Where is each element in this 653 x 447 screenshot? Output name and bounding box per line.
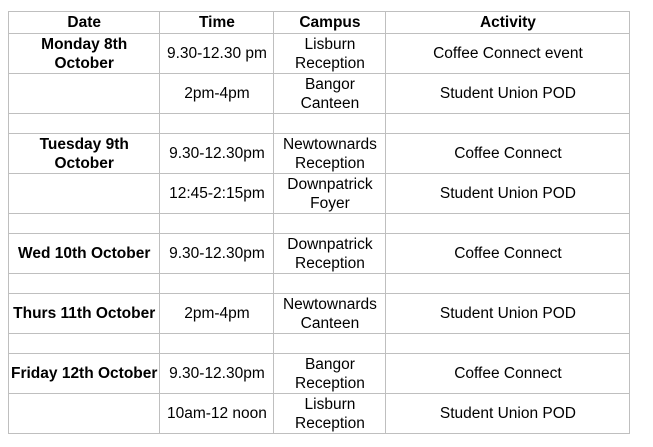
empty-cell [274,214,386,234]
date-line: Friday 12th October [11,365,158,382]
campus-cell [274,354,386,394]
header-row [9,12,630,34]
empty-cell [160,274,274,294]
header-date: Date [9,12,160,34]
schedule-sheet [8,11,630,434]
header-campus: Campus [274,12,386,34]
time-cell: 9.30-12.30pm [160,234,274,274]
header-time: Time [160,12,274,34]
table-row [9,174,630,214]
campus-line: Bangor [304,75,355,93]
campus-cell [274,34,386,74]
campus-line: Reception [295,374,365,392]
table-row [9,134,630,174]
table-row [9,234,630,274]
campus-line: Canteen [300,314,360,332]
date-cell [9,294,160,334]
date-line: October [54,54,114,72]
date-cell [9,394,160,434]
campus-line: Reception [295,54,365,72]
activity-cell: Coffee Connect [386,354,630,394]
empty-cell [160,214,274,234]
campus-line: Reception [295,154,365,172]
table-row [9,394,630,434]
empty-cell [386,214,630,234]
table-row [9,294,630,334]
campus-line: Downpatrick [287,175,373,193]
campus-line: Reception [295,414,365,432]
campus-line: Lisburn [304,35,356,53]
campus-line: Newtownards [282,295,377,313]
campus-cell [274,234,386,274]
campus-cell [274,134,386,174]
spacer-row [9,114,630,134]
date-cell [9,354,160,394]
time-cell: 10am-12 noon [160,394,274,434]
empty-cell [386,334,630,354]
date-line: Wed 10th October [18,245,151,262]
campus-line: Reception [295,254,365,272]
activity-cell: Student Union POD [386,294,630,334]
campus-cell [274,174,386,214]
schedule-body [9,34,630,434]
date-cell [9,74,160,114]
time-cell: 12:45-2:15pm [160,174,274,214]
empty-cell [274,334,386,354]
campus-cell [274,394,386,434]
empty-cell [274,274,386,294]
activity-cell: Coffee Connect [386,134,630,174]
date-cell [9,134,160,174]
activity-cell: Student Union POD [386,174,630,214]
table-row [9,34,630,74]
date-cell [9,34,160,74]
spacer-row [9,334,630,354]
campus-line: Newtownards [282,135,377,153]
date-line: October [54,154,114,172]
campus-line: Canteen [300,94,360,112]
empty-cell [9,214,160,234]
empty-cell [9,274,160,294]
time-cell: 2pm-4pm [160,294,274,334]
campus-line: Lisburn [304,395,356,413]
empty-cell [160,334,274,354]
campus-line: Downpatrick [287,235,373,253]
campus-cell [274,294,386,334]
table-row [9,74,630,114]
empty-cell [9,114,160,134]
table-row [9,354,630,394]
spacer-row [9,214,630,234]
time-cell: 9.30-12.30 pm [160,34,274,74]
date-line: Monday 8th [41,35,128,53]
campus-cell [274,74,386,114]
activity-cell: Student Union POD [386,74,630,114]
campus-line: Bangor [304,355,355,373]
spacer-row [9,274,630,294]
date-line: Thurs 11th October [13,305,156,322]
empty-cell [386,274,630,294]
activity-cell: Coffee Connect [386,234,630,274]
empty-cell [386,114,630,134]
date-cell [9,174,160,214]
date-line: Tuesday 9th [39,135,129,153]
time-cell: 9.30-12.30pm [160,134,274,174]
empty-cell [160,114,274,134]
date-cell [9,234,160,274]
activity-cell: Coffee Connect event [386,34,630,74]
campus-line: Foyer [310,194,350,212]
time-cell: 2pm-4pm [160,74,274,114]
schedule-table [8,11,630,434]
empty-cell [274,114,386,134]
activity-cell: Student Union POD [386,394,630,434]
header-activity: Activity [386,12,630,34]
empty-cell [9,334,160,354]
time-cell: 9.30-12.30pm [160,354,274,394]
